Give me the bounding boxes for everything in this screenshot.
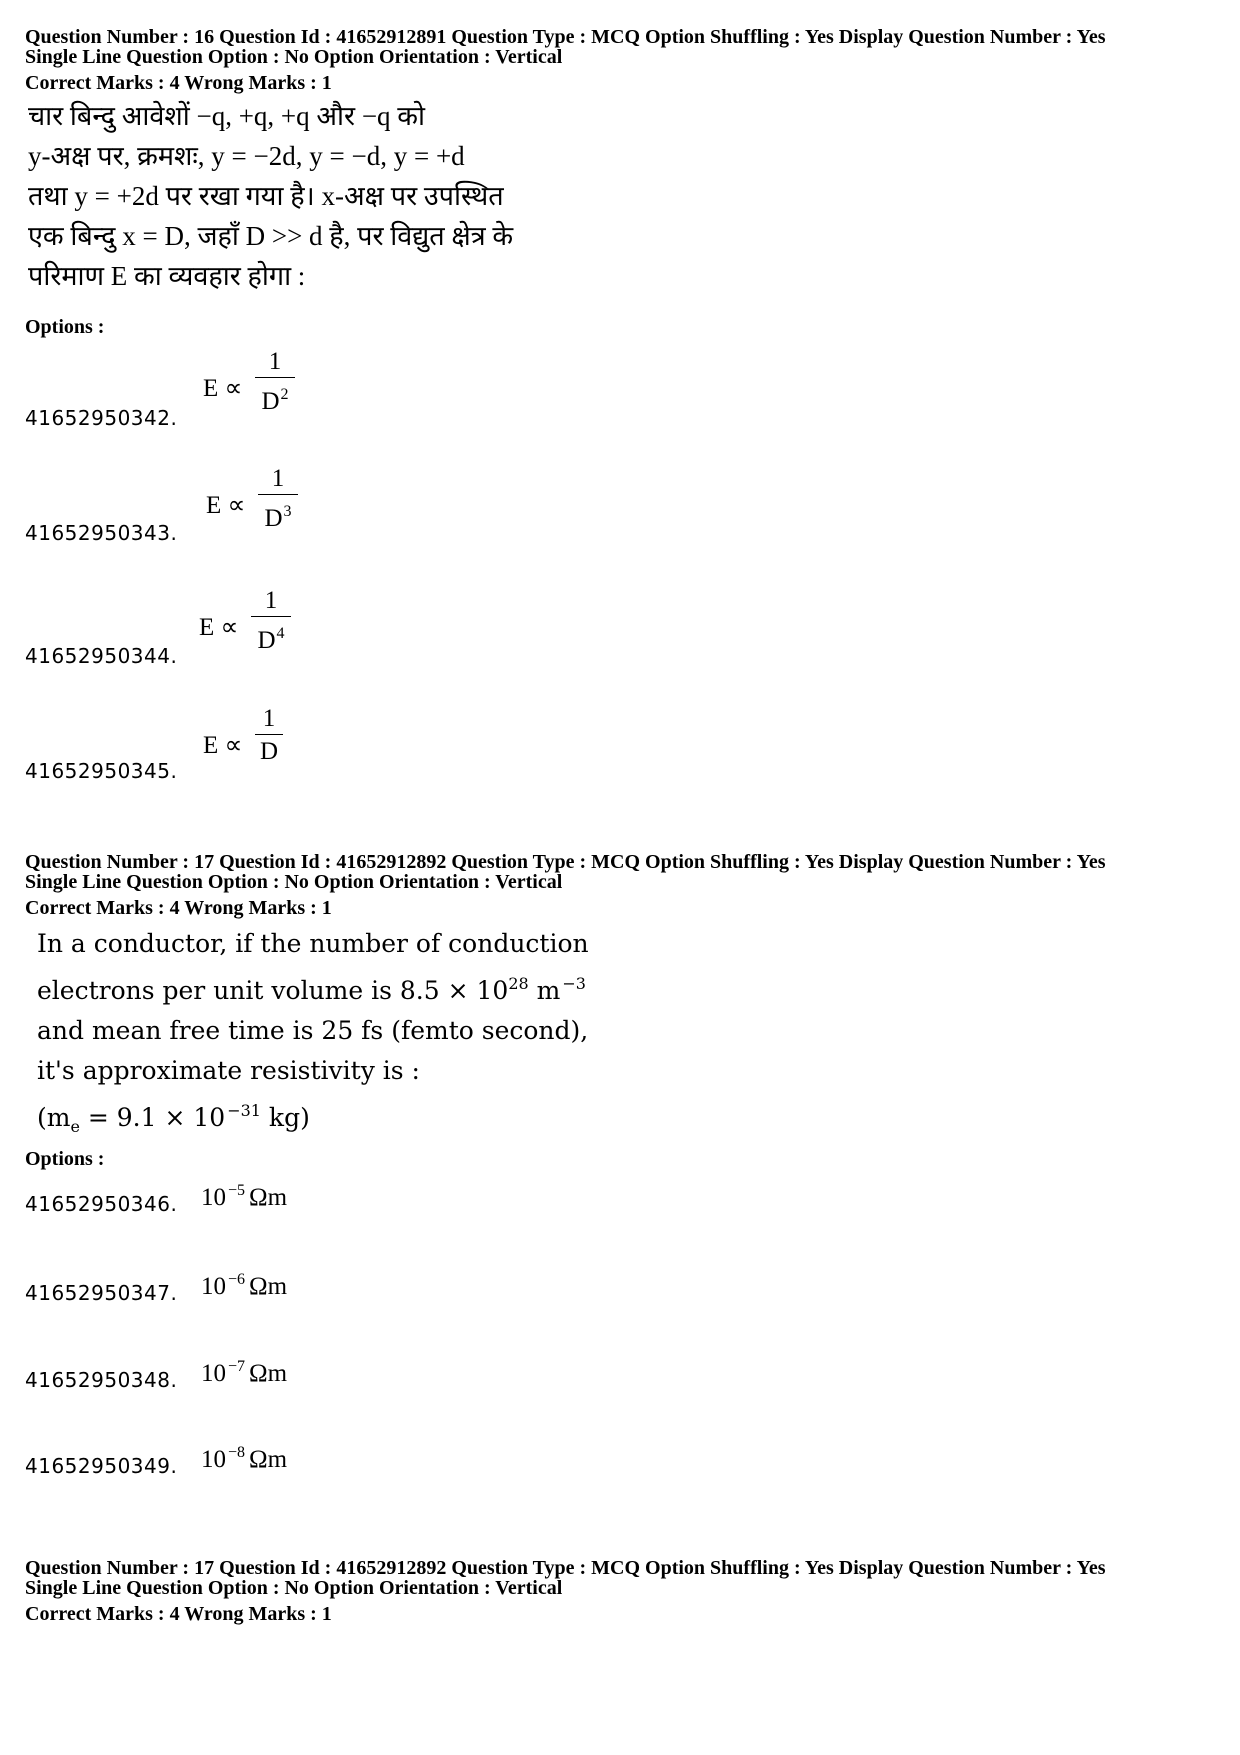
question-text-line: electrons per unit volume is $8.5 \times 10^{28}$ m $^{-3}$ bbox=[37, 974, 586, 1005]
question-17-text bbox=[37, 924, 589, 1147]
option-expression-lhs: E ∝ bbox=[199, 614, 239, 641]
question-header-line2: Single Line Question Option : No Option Orientation : Vertical bbox=[25, 46, 563, 68]
option-41652950348[interactable] bbox=[25, 1352, 345, 1392]
question-text-line: and mean free time is 25 fs (femto second), bbox=[37, 1016, 589, 1045]
option-id: 41652950344. bbox=[25, 644, 178, 668]
option-41652950346[interactable] bbox=[25, 1176, 345, 1216]
question-header-line1: Question Number : 17 Question Id : 41652912892 Question Type : MCQ Option Shuffling : Yes Display Question Number : Yes bbox=[25, 1557, 1106, 1579]
fraction-numerator: 1 bbox=[262, 705, 276, 732]
exponent: 3 bbox=[283, 503, 292, 520]
option-expression: 10 $^{-6}$ Ωm bbox=[201, 1271, 288, 1300]
option-expression-lhs: E ∝ bbox=[203, 732, 243, 759]
option-id: 41652950346. bbox=[25, 1192, 178, 1216]
option-expression: 10 $^{-7}$ Ωm bbox=[201, 1358, 288, 1387]
option-41652950347[interactable] bbox=[25, 1265, 345, 1305]
question-header-line1: Question Number : 17 Question Id : 41652912892 Question Type : MCQ Option Shuffling : Yes Display Question Number : Yes bbox=[25, 851, 1106, 873]
question-17-header bbox=[25, 852, 1225, 918]
exponent: 2 bbox=[280, 386, 289, 403]
option-id: 41652950349. bbox=[25, 1454, 178, 1478]
option-expression-lhs: E ∝ bbox=[206, 492, 246, 519]
question-text-line: चार बिन्दु आवेशों −q, +q, +q और −q को bbox=[28, 101, 426, 131]
question-text-line: it's approximate resistivity is : bbox=[37, 1056, 420, 1085]
option-id: 41652950348. bbox=[25, 1368, 178, 1392]
options-label: Options : bbox=[25, 1148, 105, 1170]
fraction-denominator: $D^3$ bbox=[264, 503, 292, 532]
question-text-line: y-अक्ष पर, क्रमशः, y = −2d, y = −d, y = +d bbox=[28, 141, 465, 171]
options-label: Options : bbox=[25, 316, 105, 338]
option-id: 41652950342. bbox=[25, 406, 178, 430]
question-marks: Correct Marks : 4 Wrong Marks : 1 bbox=[25, 897, 332, 919]
option-41652950349[interactable] bbox=[25, 1438, 345, 1478]
exponent: 4 bbox=[276, 625, 285, 642]
question-16-header bbox=[25, 27, 1225, 93]
question-text-line: ($m_e = 9.1 \times 10$ $^{-31}$ kg) bbox=[37, 1101, 310, 1136]
question-header-line1: Question Number : 16 Question Id : 41652912891 Question Type : MCQ Option Shuffling : Yes Display Question Number : Yes bbox=[25, 26, 1106, 48]
fraction bbox=[251, 586, 291, 654]
fraction-numerator: 1 bbox=[271, 465, 285, 492]
option-expression: 10 $^{-5}$ Ωm bbox=[201, 1182, 288, 1211]
fraction-denominator: D bbox=[259, 738, 279, 765]
question-marks: Correct Marks : 4 Wrong Marks : 1 bbox=[25, 72, 332, 94]
fraction-numerator: 1 bbox=[264, 587, 278, 614]
fraction bbox=[255, 347, 295, 415]
question-16-text bbox=[28, 96, 513, 296]
question-text-line: In a conductor, if the number of conduction bbox=[37, 929, 589, 958]
fraction-numerator: 1 bbox=[268, 348, 282, 375]
fraction-denominator: $D^2$ bbox=[261, 386, 289, 415]
question-17-header-repeat bbox=[25, 1558, 1225, 1624]
option-expression: 10 $^{-8}$ Ωm bbox=[201, 1444, 288, 1473]
question-marks: Correct Marks : 4 Wrong Marks : 1 bbox=[25, 1603, 332, 1625]
question-header-line2: Single Line Question Option : No Option Orientation : Vertical bbox=[25, 1577, 563, 1599]
option-id: 41652950343. bbox=[25, 521, 178, 545]
question-header-line2: Single Line Question Option : No Option Orientation : Vertical bbox=[25, 871, 563, 893]
question-text-line: एक बिन्दु x = D, जहाँ D >> d है, पर विद्युत क्षेत्र के bbox=[28, 221, 514, 251]
fraction bbox=[258, 464, 298, 532]
question-text-line: तथा y = +2d पर रखा गया है। x-अक्ष पर उपस्थित bbox=[28, 181, 504, 211]
option-expression-lhs: E ∝ bbox=[203, 375, 243, 402]
option-id: 41652950345. bbox=[25, 759, 178, 783]
fraction bbox=[255, 704, 283, 767]
fraction-denominator: $D^4$ bbox=[257, 625, 285, 654]
question-text-line: परिमाण E का व्यवहार होगा : bbox=[28, 261, 306, 291]
option-id: 41652950347. bbox=[25, 1281, 178, 1305]
